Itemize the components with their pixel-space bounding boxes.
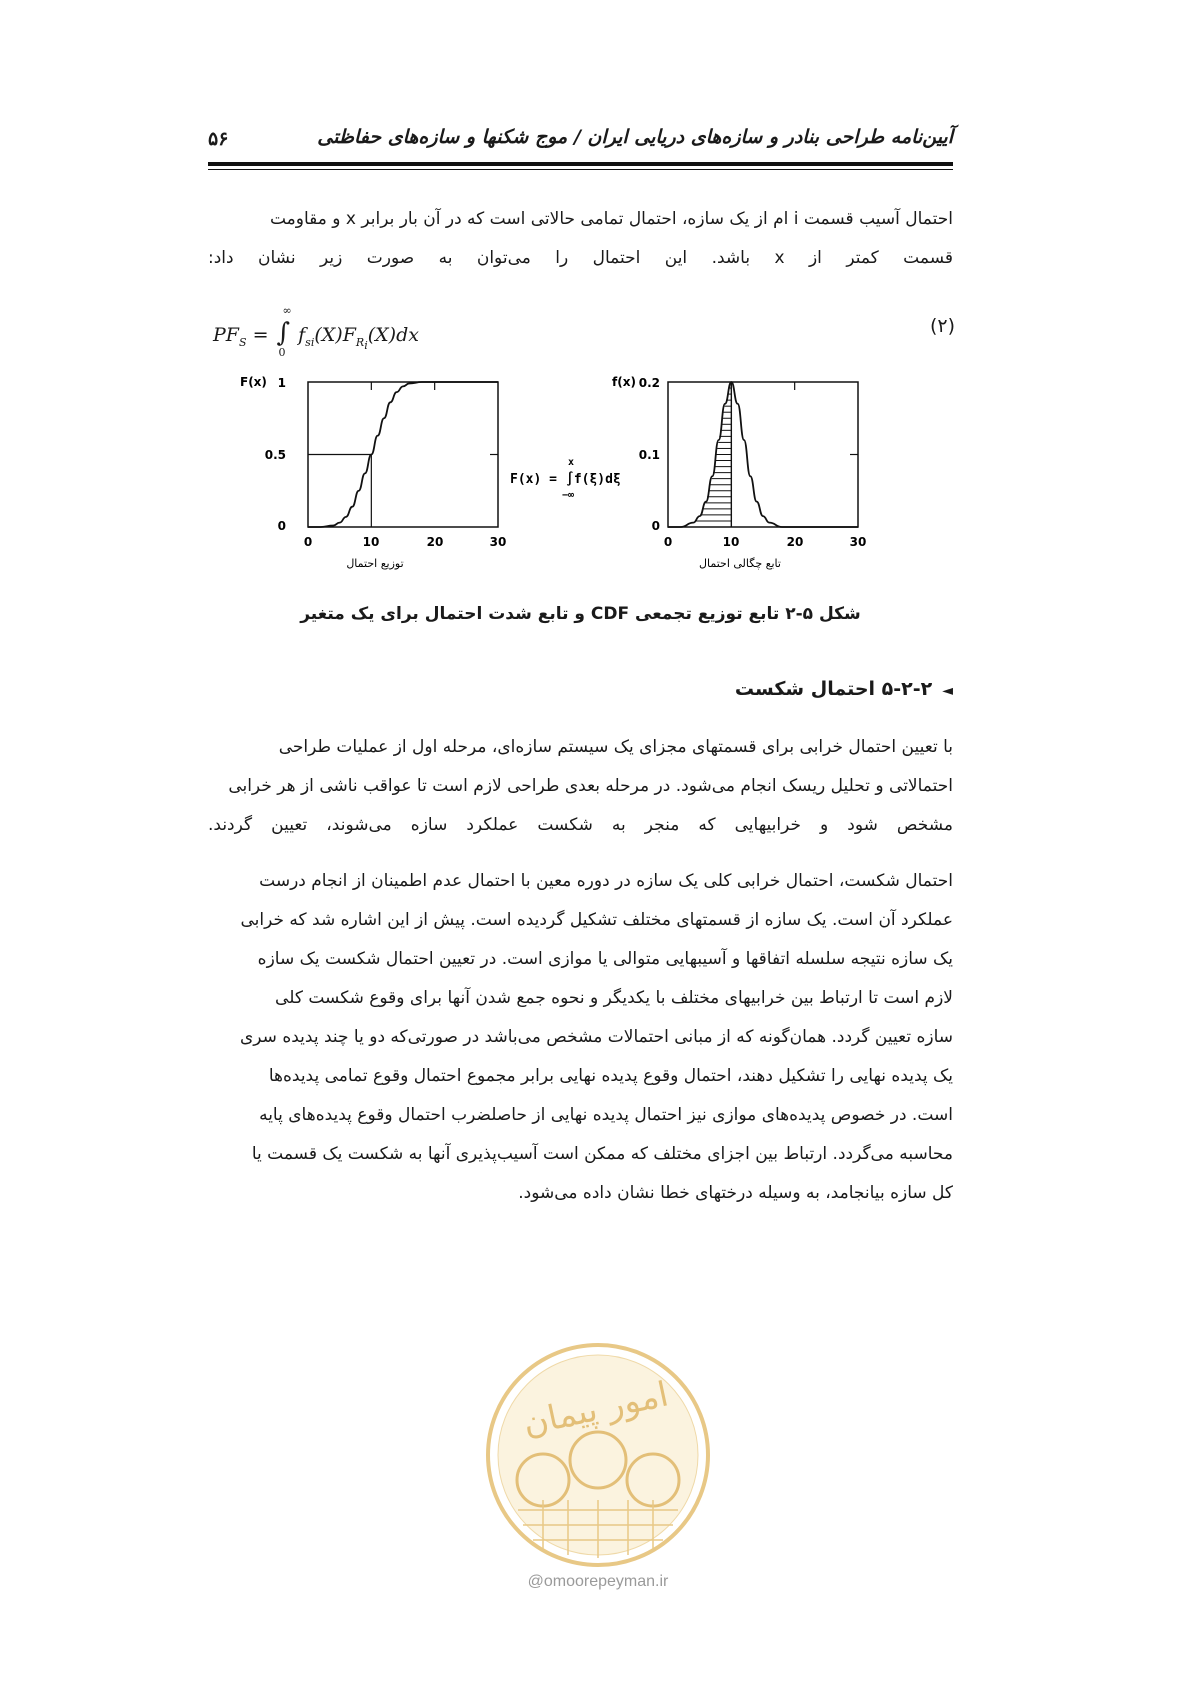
pdf-ytick-01: 0.1 xyxy=(638,448,660,462)
formula-lower: −∞ xyxy=(562,490,575,501)
eqn-arg2: (X)dx xyxy=(367,324,419,346)
p1-line-3: مشخص شود و خرابیهایی که منجر به شکست عملکرد سازه می‌شوند، تعیین گردند. xyxy=(208,815,953,835)
cdf-xtick-0: 0 xyxy=(303,535,313,549)
pdf-xlabel: تابع چگالی احتمال xyxy=(699,557,781,570)
paragraph-1 xyxy=(208,728,953,884)
pdf-xtick-30: 30 xyxy=(849,535,867,549)
pdf-xtick-20: 20 xyxy=(786,535,804,549)
paragraph-2 xyxy=(208,862,953,1213)
cdf-xlabel: توزیع احتمال xyxy=(346,557,404,570)
intro-line-1: احتمال آسیب قسمت i ام از یک سازه، احتمال تمامی حالاتی است که در آن بار برابر x و مقاومت xyxy=(269,209,953,229)
eqn-cdf-sub: R xyxy=(355,335,365,349)
p2-line-6: یک پدیده نهایی را تشکیل دهند، احتمال وقوع پدیده نهایی برابر مجموع احتمال وقوع تمامی پدیده‌ها xyxy=(268,1066,953,1086)
intro-paragraph xyxy=(208,200,953,317)
eqn-integrand: f xyxy=(298,324,306,346)
pdf-chart xyxy=(612,375,866,570)
figure-svg xyxy=(240,370,940,595)
figure-cdf-pdf xyxy=(240,370,940,595)
section-title: ۵-۲-۲ احتمال شکست xyxy=(734,678,933,700)
cdf-xtick-20: 20 xyxy=(426,535,444,549)
pdf-curve xyxy=(668,382,858,527)
pdf-ylabel: f(x) xyxy=(612,375,636,389)
watermark-site-text: omoorepeyman.ir xyxy=(543,1573,669,1590)
pdf-xtick-10: 10 xyxy=(722,535,740,549)
p2-line-1: احتمال شکست، احتمال خرابی کلی یک سازه در دوره معین با احتمال عدم اطمینان از انجام درست xyxy=(259,871,953,891)
p1-line-1: با تعیین احتمال خرابی برای قسمتهای مجزای یک سیستم سازه‌ای، مرحله اول از عملیات طراحی xyxy=(278,737,953,757)
formula xyxy=(510,457,621,501)
header-rule-thin xyxy=(208,169,953,170)
intro-line-2: قسمت کمتر از x باشد. این احتمال را می‌توان به صورت زیر نشان داد: xyxy=(208,248,953,268)
cdf-xtick-10: 10 xyxy=(362,535,380,549)
pdf-ytick-0: 0 xyxy=(651,519,660,533)
section-heading xyxy=(208,678,953,700)
p2-line-9: کل سازه بیانجامد، به وسیله درختهای خطا نشان داده می‌شود. xyxy=(518,1183,953,1203)
figure-caption: شکل ۵-۲ تابع توزیع تجمعی CDF و تابع شدت احتمال برای یک متغیر xyxy=(300,604,861,624)
eqn-arg1: (X)F xyxy=(314,324,356,346)
integral-sign: ∫ ∞ 0 xyxy=(276,304,292,359)
cdf-chart xyxy=(240,375,506,570)
p2-line-5: سازه تعیین گردد. همان‌گونه که از مبانی احتمالات مشخص می‌باشد در صورتی‌که دو یا چند پدیده سری xyxy=(240,1027,953,1047)
cdf-xtick-30: 30 xyxy=(489,535,507,549)
eqn-lhs-sub: S xyxy=(238,335,247,349)
equation-pfs: $PF_S$ = ∫ ∞ 0 $f_{si}(X)F_{R_i}(X)dx$ xyxy=(213,304,419,359)
equation-number: (۲) xyxy=(930,315,956,337)
eqn-lhs: PF xyxy=(213,324,239,346)
watermark-site xyxy=(483,1573,713,1591)
pdf-xtick-0: 0 xyxy=(663,535,673,549)
eqn-integrand-sub: si xyxy=(305,335,315,349)
eqn-upper-limit: ∞ xyxy=(282,304,292,317)
cdf-ytick-0: 0 xyxy=(277,519,286,533)
p2-line-3: یک سازه نتیجه سلسله اتفاقها و آسیبهایی متوالی یا موازی است. در تعیین احتمال شکست یک سازه xyxy=(257,949,953,969)
at-icon: @ xyxy=(527,1573,544,1590)
formula-integral: ∫f(ξ)dξ xyxy=(566,472,621,487)
page-number: ۵۶ xyxy=(208,128,229,150)
bullet-arrow-icon: ◄ xyxy=(942,683,953,699)
p1-line-2: احتمالاتی و تحلیل ریسک انجام می‌شود. در مرحله بعدی طراحی لازم است تا عواقب ناشی از هر خرابی xyxy=(228,776,953,796)
cdf-ytick-1: 1 xyxy=(277,376,286,390)
watermark-logo xyxy=(483,1340,713,1570)
watermark-logo-text: امور پیمان xyxy=(519,1374,672,1445)
p2-line-2: عملکرد آن است. یک سازه از قسمتهای مختلف تشکیل گردیده است. پیش از این اشاره شد که خرابی xyxy=(240,910,953,930)
cdf-ytick-05: 0.5 xyxy=(264,448,286,462)
header-title: آیین‌نامه طراحی بنادر و سازه‌های دریایی ایران / موج شکنها و سازه‌های حفاظتی xyxy=(317,126,953,148)
pdf-ytick-02: 0.2 xyxy=(638,376,660,390)
cdf-ylabel: F(x) xyxy=(240,375,267,389)
pdf-frame xyxy=(668,382,858,527)
eqn-lower-limit: 0 xyxy=(278,346,286,359)
running-header xyxy=(208,126,953,156)
p2-line-8: محاسبه می‌گردد. ارتباط بین اجزای مختلف که ممکن است آسیب‌پذیری آنها به شکست یک قسمت یا xyxy=(251,1144,953,1164)
p2-line-7: است. در خصوص پدیده‌های موازی نیز احتمال پدیده نهایی از حاصلضرب احتمال وقوع پدیده‌های پایه xyxy=(259,1105,953,1125)
p2-line-4: لازم است تا ارتباط بین خرابیهای مختلف با یکدیگر و نحوه جمع شدن آنها برای وقوع شکست کلی xyxy=(275,988,953,1008)
header-rule-thick xyxy=(208,162,953,166)
eqn-cdf-subsub: i xyxy=(364,338,368,352)
formula-upper: x xyxy=(568,457,575,468)
formula-lhs: F(x) = xyxy=(510,472,557,487)
